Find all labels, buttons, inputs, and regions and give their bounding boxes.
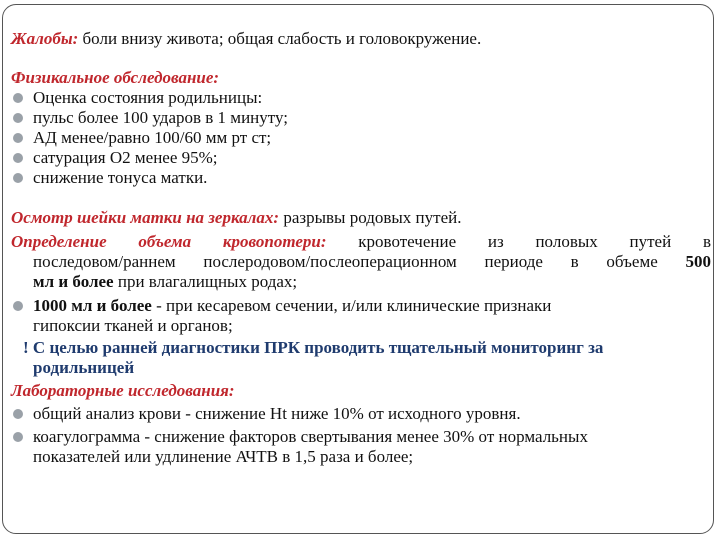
list-item: снижение тонуса матки. [11,168,711,188]
bullet-icon [13,113,23,123]
list-item: коагулограмма - снижение факторов свертывания менее 30% от нормальных [11,427,711,447]
list-item: АД менее/равно 100/60 мм рт ст; [11,128,711,148]
complaints-line [11,29,711,49]
notice-line1: ! С целью ранней диагностики ПРК проводить тщательный мониторинг за [23,338,604,357]
cervix-line [11,208,711,228]
bullet-icon [13,409,23,419]
notice-line2: родильницей [33,358,135,377]
slide-frame [2,4,714,534]
lab-title: Лабораторные исследования: [11,381,235,400]
cervix-text: разрывы родовых путей. [279,208,462,227]
list-item: пульс более 100 ударов в 1 минуту; [11,108,711,128]
physical-exam-title: Физикальное обследование: [11,68,220,87]
list-item: 1000 мл и более - при кесаревом сечении, и/или клинические признаки [11,296,711,316]
blood-loss-label: Определение объема кровопотери: [11,232,327,251]
list-item: сатурация О2 менее 95%; [11,148,711,168]
bullet-icon [13,173,23,183]
complaints-text: боли внизу живота; общая слабость и головокружение. [78,29,482,48]
blood-loss-line2: последовом/раннем послеродовом/послеоперационном периоде в объеме 500 [33,252,711,271]
bullet-icon [13,432,23,442]
bullet-icon [13,301,23,311]
blood-loss-line3: мл и более при влагалищных родах; [33,272,298,291]
bullet-icon [13,153,23,163]
slide-content [11,29,711,467]
cervix-label: Осмотр шейки матки на зеркалах: [11,208,280,227]
list-item: общий анализ крови - снижение Ht ниже 10% от исходного уровня. [11,404,711,424]
list-item: Оценка состояния родильницы: [11,88,711,108]
bullet-icon [13,133,23,143]
blood-loss-line1: Определение объема кровопотери: кровотечение из половых путей в [11,232,711,251]
bullet-icon [13,93,23,103]
blood-loss-bullet-line2: гипоксии тканей и органов; [33,316,233,335]
lab-item2-line2: показателей или удлинение АЧТВ в 1,5 раза и более; [33,447,414,466]
complaints-label: Жалобы: [11,29,79,48]
